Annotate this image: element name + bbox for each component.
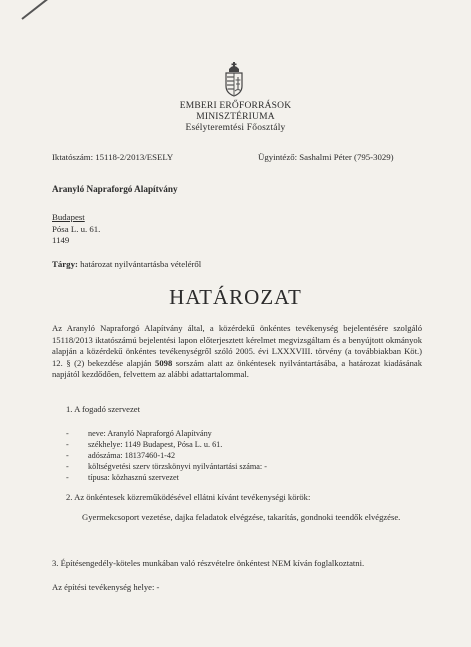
section-3-paragraph: 3. Építésengedély-köteles munkában való részvételre önkéntest NEM kíván foglalkoztatni. [52,558,365,568]
ministry-name-line-1: EMBERI ERŐFORRÁSOK [179,101,292,111]
subject-text: határozat nyilvántartásba vételéről [77,259,202,269]
list-item: - adószáma: 18137460-1-42 [66,450,267,461]
address-street: Pósa L. u. 61. [52,223,101,234]
ministry-name-line-2: MINISZTÉRIUMA [196,112,275,122]
address-zip: 1149 [52,235,70,245]
subject-label: Tárgy: [52,259,78,269]
recipient-name: Aranyló Napraforgó Alapítvány [52,184,178,194]
section-1-heading: 1. A fogadó szervezet [66,404,140,414]
recipient-address [52,212,100,247]
registry-number: Iktatószám: 15118-2/2013/ESELY [52,152,174,162]
pen-mark [21,0,49,20]
list-item: - költségvetési szerv törzskönyvi nyilvántartási száma: - [66,461,267,472]
register-number: 5098 [155,357,173,368]
decision-paragraph [52,323,422,381]
hungarian-coat-of-arms-icon [222,60,246,98]
section-2-heading: 2. Az önkéntesek közreműködésével ellátni kívánt tevékenységi körök: [66,492,311,502]
subject-line [52,259,201,269]
list-item: - neve: Aranyló Napraforgó Alapítvány [66,428,267,439]
activities-paragraph: Gyermekcsoport vezetése, dajka feladatok elvégzése, takarítás, gondnoki teendők elvégzése. [82,512,401,522]
address-city: Budapest [52,212,85,222]
decision-text-end: sorszám alatt az önkéntesek nyilvántartásába, a határozat kiadásának napjától kezdődően, felvettem az alábbi adattartalommal. [52,357,422,380]
organization-details-list [66,428,267,483]
department-name: Esélyteremtési Főosztály [185,123,286,133]
ministry-header [0,101,471,134]
construction-site-line: Az építési tevékenység helye: - [52,582,160,592]
case-officer: Ügyintéző: Sashalmi Péter (795-3029) [258,152,394,162]
list-item: - típusa: közhasznú szervezet [66,472,267,483]
decision-text-start: Az Aranyló Napraforgó Alapítvány által, a közérdekű önkéntes tevékenység bejelentésére szolgáló 15118/2013 iktatószámú bejelentési lapon előterjesztett kérelmet megvizsgáltam és a benyújtott okmányok alapján a közérdekű önkéntes tevékenységről szóló 2005. évi LXXXVIII. törvény (a továbbiakban Köt.) 12. § (2) bekezdése alapján [52,323,422,368]
list-item: - székhelye: 1149 Budapest, Pósa L. u. 61. [66,439,267,450]
document-title: HATÁROZAT [169,285,302,309]
